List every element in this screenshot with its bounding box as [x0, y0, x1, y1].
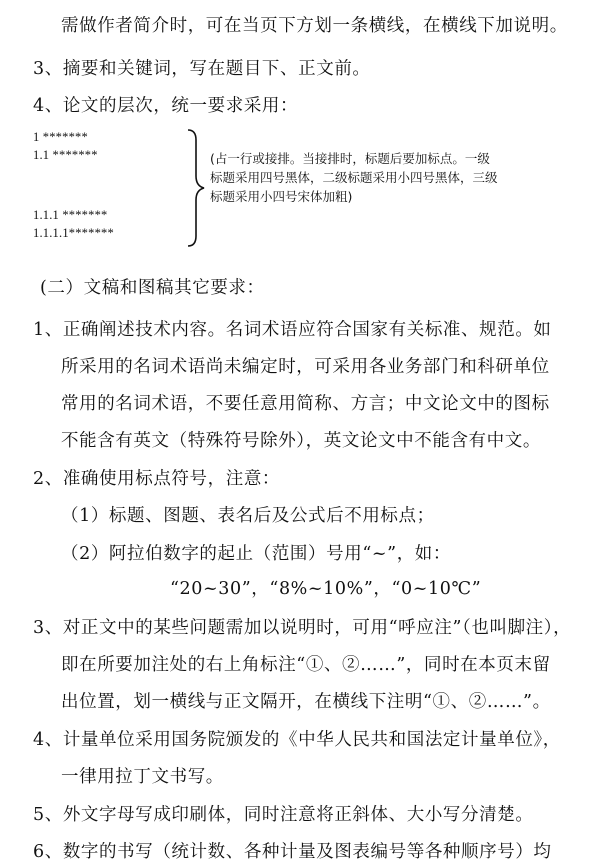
item-3-abstract: 3、摘要和关键词，写在题目下、正文前。: [33, 59, 371, 79]
level-format-note-line: 标题采用小四号宋体加粗): [210, 189, 353, 204]
level-format-note-line: (占一行或接排。当接排时，标题后要加标点。一级: [210, 151, 490, 166]
item-2-punctuation: 2、准确使用标点符号，注意：: [33, 469, 281, 489]
text-line: 常用的名词术语，不要任意用简称、方言；中文论文中的图标: [61, 394, 550, 414]
item-1-terminology: 1、正确阐述技术内容。名词术语应符合国家有关标准、规范。如: [33, 320, 552, 340]
section-heading-other-requirements: (二）文稿和图稿其它要求：: [40, 278, 265, 298]
range-example: “20~30”，“8%~10%”，“0~10℃”: [170, 579, 482, 599]
level-3-heading: 1.1.1 *******: [33, 208, 108, 222]
item-6-numbers: 6、数字的书写（统计数、各种计量及图表编号等各种顺序号）均: [33, 842, 552, 862]
text-line: 即在所要加注处的右上角标注“①、②……”，同时在本页末留: [61, 655, 551, 675]
level-1-heading: 1 *******: [33, 130, 88, 144]
level-2-heading: 1.1 *******: [33, 148, 98, 162]
item-5-foreign-letters: 5、外文字母写成印刷体，同时注意将正斜体、大小写分清楚。: [33, 805, 534, 825]
sub-item-2: （2）阿拉伯数字的起止（范围）号用“~”，如：: [61, 544, 451, 564]
item-4-units: 4、计量单位采用国务院颁发的《中华人民共和国法定计量单位》，: [33, 730, 561, 750]
text-line: 所采用的名词术语尚未编定时，可采用各业务部门和科研单位: [61, 357, 550, 377]
item-4-levels: 4、论文的层次，统一要求采用：: [33, 96, 299, 116]
level-format-note-line: 标题采用四号黑体，二级标题采用小四号黑体，三级: [210, 170, 498, 185]
item-3-footnotes: 3、对正文中的某些问题需加以说明时，可用“呼应注”（也叫脚注），: [33, 618, 572, 638]
curly-brace-icon: [184, 128, 208, 248]
text-line: 不能含有英文（特殊符号除外），英文论文中不能含有中文。: [61, 431, 541, 451]
sub-item-1: （1）标题、图题、表名后及公式后不用标点；: [61, 506, 435, 526]
text-line: 出位置，划一横线与正文隔开，在横线下注明“①、②……”。: [61, 692, 551, 712]
text-line: 一律用拉丁文书写。: [61, 767, 224, 787]
level-4-heading: 1.1.1.1*******: [33, 226, 114, 240]
text-line: 需做作者简介时，可在当页下方划一条横线，在横线下加说明。: [61, 16, 568, 36]
